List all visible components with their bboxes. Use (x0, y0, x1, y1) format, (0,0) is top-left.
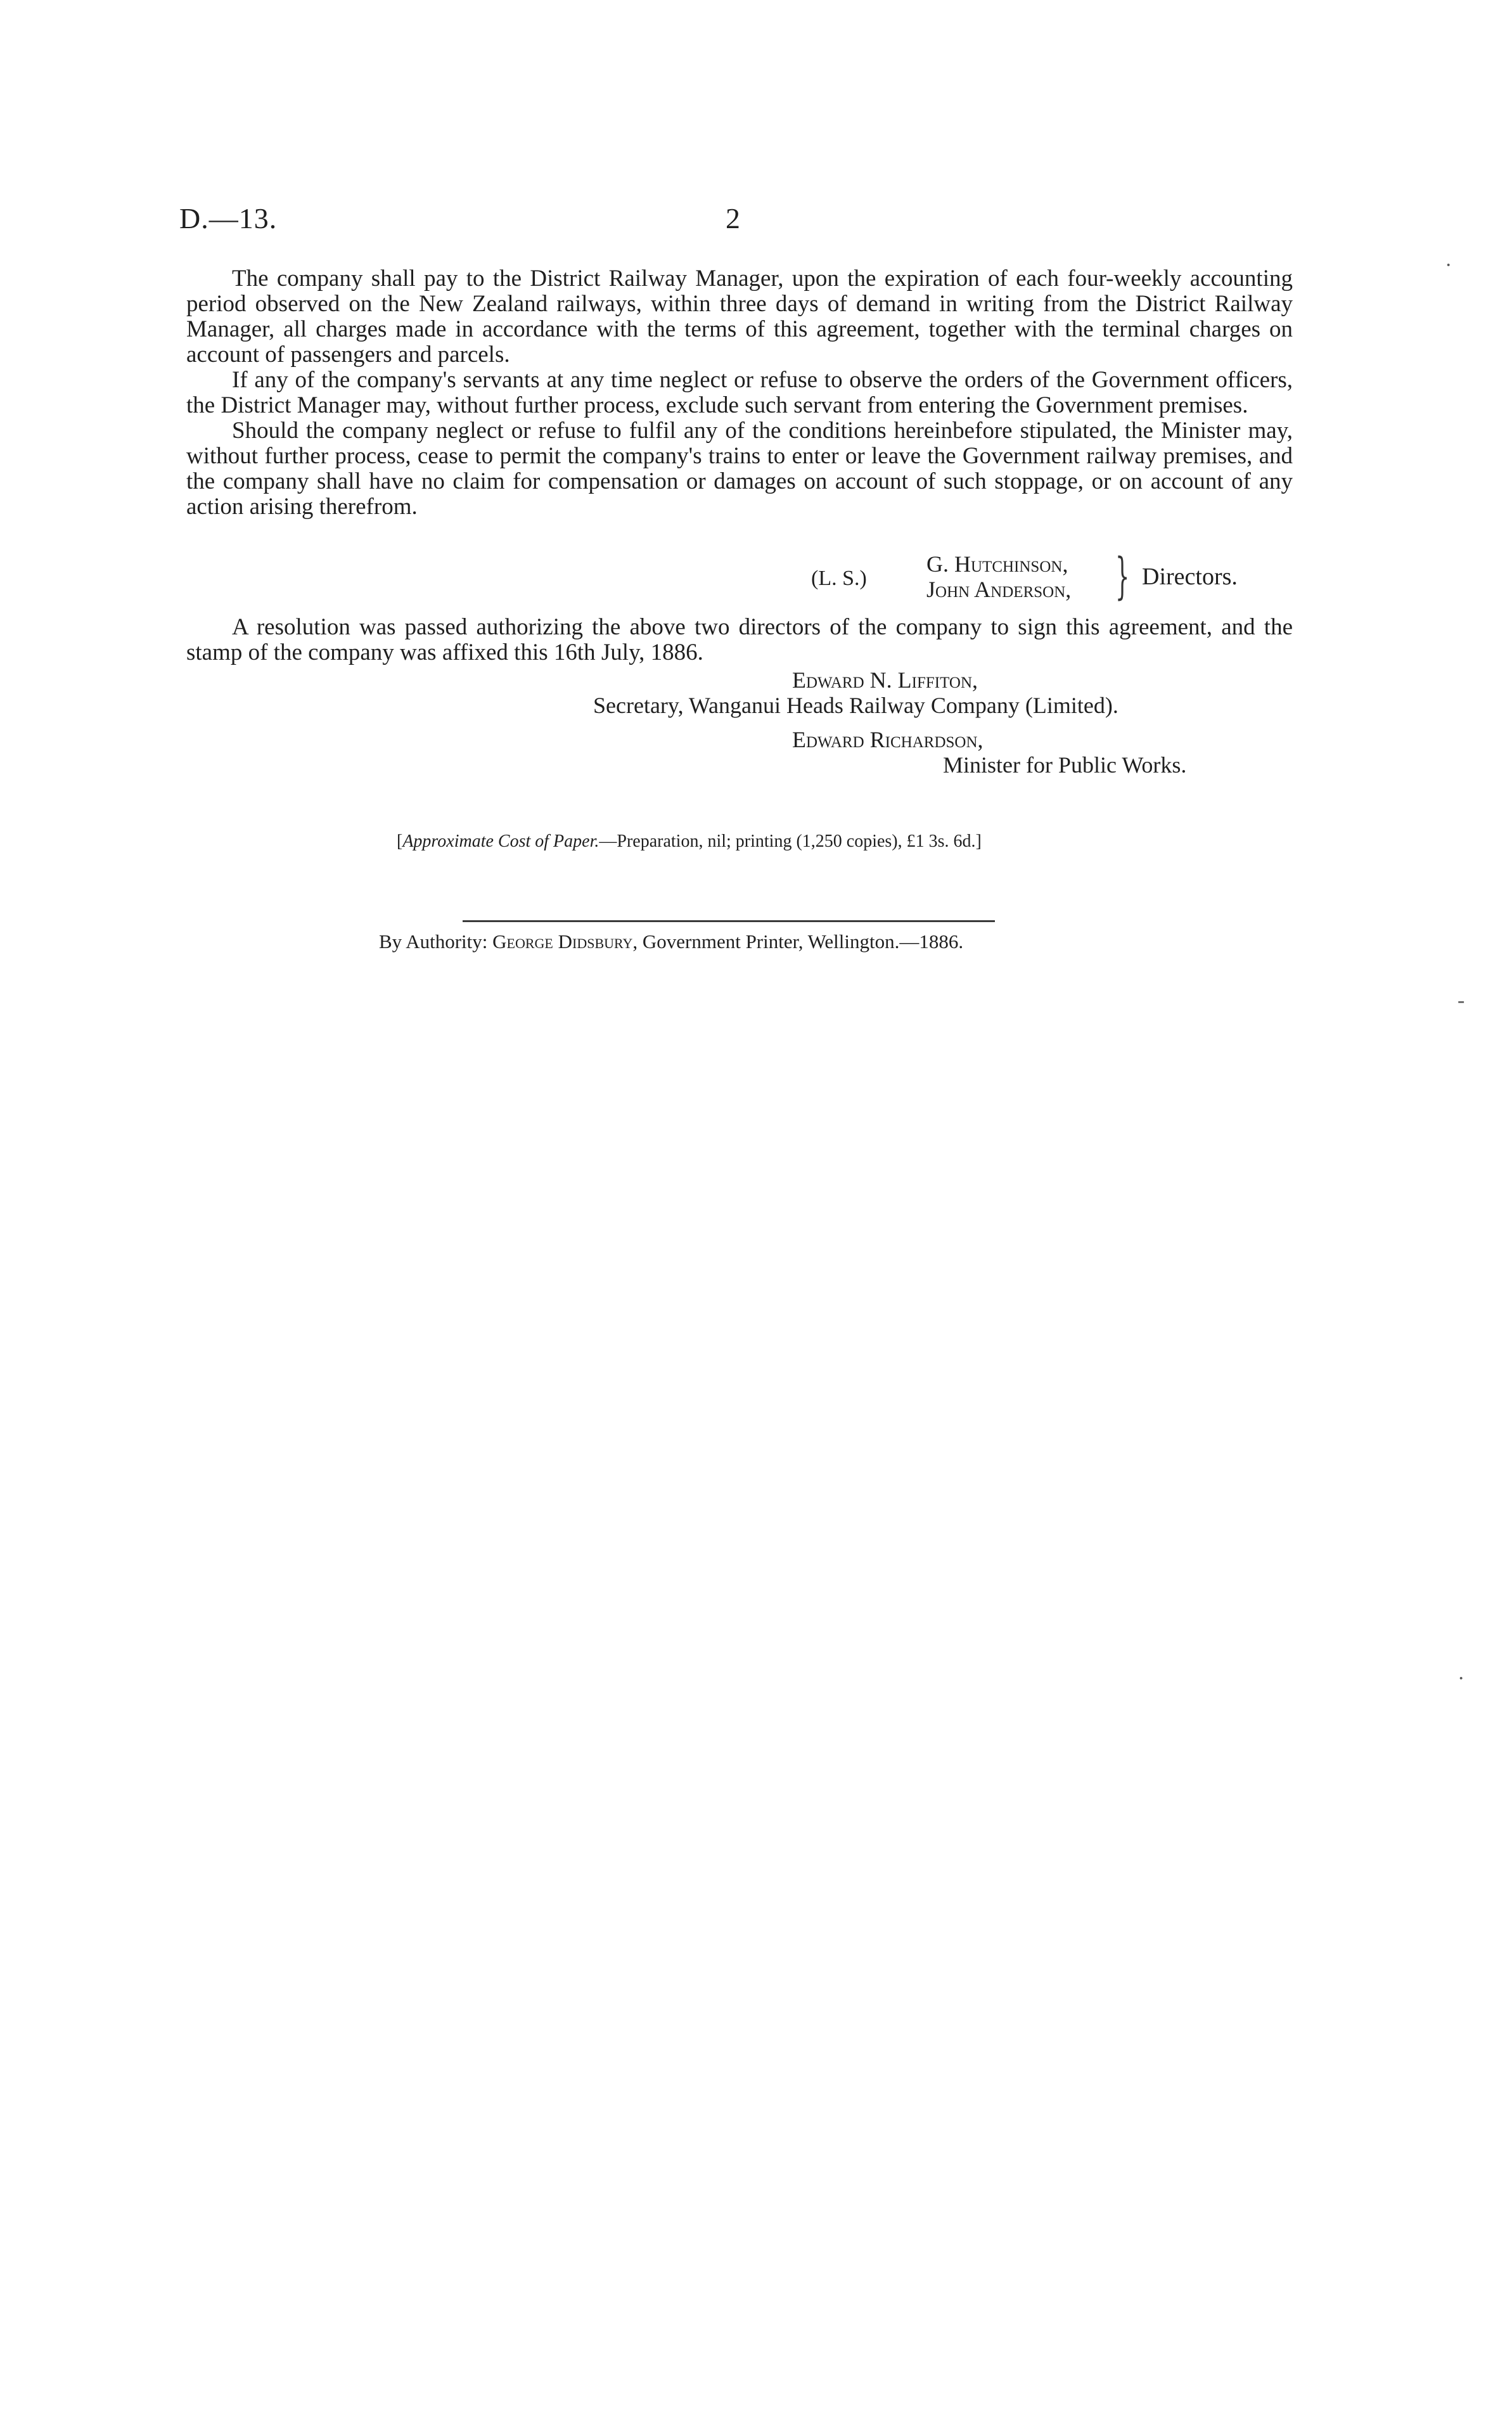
page-header (179, 202, 1301, 240)
paragraph-servants: If any of the company's servants at any time neglect or refuse to observe the orders of the Government officers, the District Manager may, without further process, exclude such servant from entering the Government premises. (186, 367, 1293, 418)
scan-mark-icon: · (1445, 254, 1452, 277)
minister-title: Minister for Public Works. (943, 752, 1187, 778)
seal-mark: (L. S.) (811, 567, 867, 590)
page-number: 2 (726, 202, 740, 234)
director-names (926, 551, 1071, 602)
brace-icon: } (1115, 548, 1130, 605)
scan-mark-icon: - (1458, 989, 1465, 1012)
minister-name: Edward Richardson, (792, 727, 983, 752)
document-reference: D.—13. (179, 202, 278, 234)
resolution-text: A resolution was passed authorizing the above two directors of the company to sign this agreement, and the stamp of the company was affixed this 16th July, 1886. (186, 614, 1293, 665)
secretary-name: Edward N. Liffiton, (792, 667, 978, 693)
divider-rule (463, 920, 995, 922)
paragraph-default: Should the company neglect or refuse to fulfil any of the conditions hereinbefore stipulated, the Minister may, without further process, cease to permit the company's trains to enter or leave the Government railway premises, and the company shall have no claim for compensation or damages on account of such stoppage, or on account of any action arising therefrom. (186, 418, 1293, 520)
directors-label: Directors. (1142, 563, 1238, 590)
imprint-prefix: By Authority: (379, 930, 488, 953)
director-name: John Anderson, (926, 577, 1072, 602)
printer-name: George Didsbury, (492, 930, 638, 953)
secretary-title: Secretary, Wanganui Heads Railway Company (Limited). (593, 693, 1118, 718)
printer-imprint (379, 930, 963, 953)
cost-label: Approximate Cost of Paper. (402, 831, 599, 851)
imprint-suffix: Government Printer, Wellington.—1886. (642, 930, 964, 953)
cost-open-bracket: [ (397, 831, 403, 851)
agreement-body (186, 266, 1293, 520)
scan-mark-icon: · (1458, 1667, 1465, 1690)
directors-signature-block (811, 548, 1267, 608)
cost-of-paper-note (397, 831, 982, 852)
director-name: G. Hutchinson, (926, 551, 1068, 577)
paragraph-payment: The company shall pay to the District Railway Manager, upon the expiration of each four-weekly accounting period observed on the New Zealand railways, within three days of demand in writing from the District Railway Manager, all charges made in accordance with the terms of this agreement, together with the terminal charges on account of passengers and parcels. (186, 266, 1293, 368)
resolution-paragraph (186, 615, 1293, 665)
cost-details: —Preparation, nil; printing (1,250 copies), £1 3s. 6d.] (599, 831, 982, 851)
